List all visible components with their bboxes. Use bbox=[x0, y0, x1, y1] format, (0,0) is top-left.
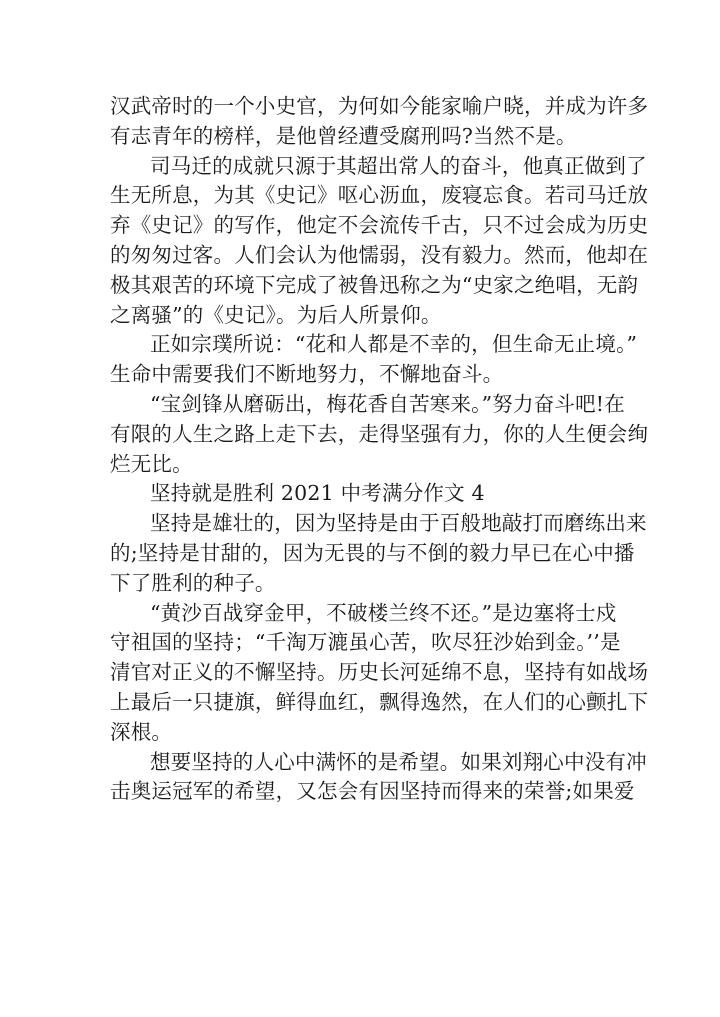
text-line: 的;坚持是甘甜的，因为无畏的与不倒的毅力早已在心中播 bbox=[110, 540, 635, 565]
text-line: 清官对正义的不懈坚持。历史长河延绵不息，坚持有如战场 bbox=[110, 660, 649, 685]
text-line: 下了胜利的种子。 bbox=[110, 570, 276, 595]
text-line: 守祖国的坚持；“千淘万漉虽心苦，吹尽狂沙始到金。’’是 bbox=[110, 630, 621, 655]
text-line: 坚持是雄壮的，因为坚持是由于百般地敲打而磨练出来 bbox=[150, 511, 647, 536]
text-line: 击奥运冠军的希望，又怎会有因坚持而得来的荣誉;如果爱 bbox=[110, 779, 635, 804]
document-body bbox=[110, 92, 649, 807]
text-line: 极其艰苦的环境下完成了被鲁迅称之为“史家之绝唱，无韵 bbox=[110, 272, 639, 297]
text-line: 烂无比。 bbox=[110, 451, 193, 476]
section-heading: 坚持就是胜利 2021 中考满分作文 4 bbox=[150, 481, 485, 506]
text-line: 生无所息，为其《史记》呕心沥血，废寝忘食。若司马迁放 bbox=[110, 183, 649, 208]
text-line: 生命中需要我们不断地努力，不懈地奋斗。 bbox=[110, 362, 504, 387]
text-line: 深根。 bbox=[110, 719, 173, 744]
text-line: 之离骚”的《史记》。为后人所景仰。 bbox=[110, 302, 442, 327]
text-line: 有志青年的榜样，是他曾经遭受腐刑吗?当然不是。 bbox=[110, 123, 577, 148]
text-line: 想要坚持的人心中满怀的是希望。如果刘翔心中没有冲 bbox=[150, 749, 647, 774]
text-line: 司马迁的成就只源于其超出常人的奋斗，他真正做到了 bbox=[150, 153, 647, 178]
text-line: 汉武帝时的一个小史官，为何如今能家喻户晓，并成为许多 bbox=[110, 94, 649, 118]
text-line: 上最后一只捷旗，鲜得血红，飘得逸然，在人们的心颤扎下 bbox=[110, 689, 649, 714]
text-line: 弃《史记》的写作，他定不会流传千古，只不过会成为历史 bbox=[110, 213, 649, 238]
text-line: 的匆匆过客。人们会认为他懦弱，没有毅力。然而，他却在 bbox=[110, 242, 649, 267]
text-line: 正如宗璞所说：“花和人都是不幸的，但生命无止境。” bbox=[150, 332, 638, 357]
text-line: “黄沙百战穿金甲，不破楼兰终不还。”是边塞将士戍 bbox=[150, 600, 617, 625]
text-line: “宝剑锋从磨砺出，梅花香自苦寒来。”努力奋斗吧!在 bbox=[150, 391, 625, 416]
text-line: 有限的人生之路上走下去，走得坚强有力，你的人生便会绚 bbox=[110, 421, 649, 446]
